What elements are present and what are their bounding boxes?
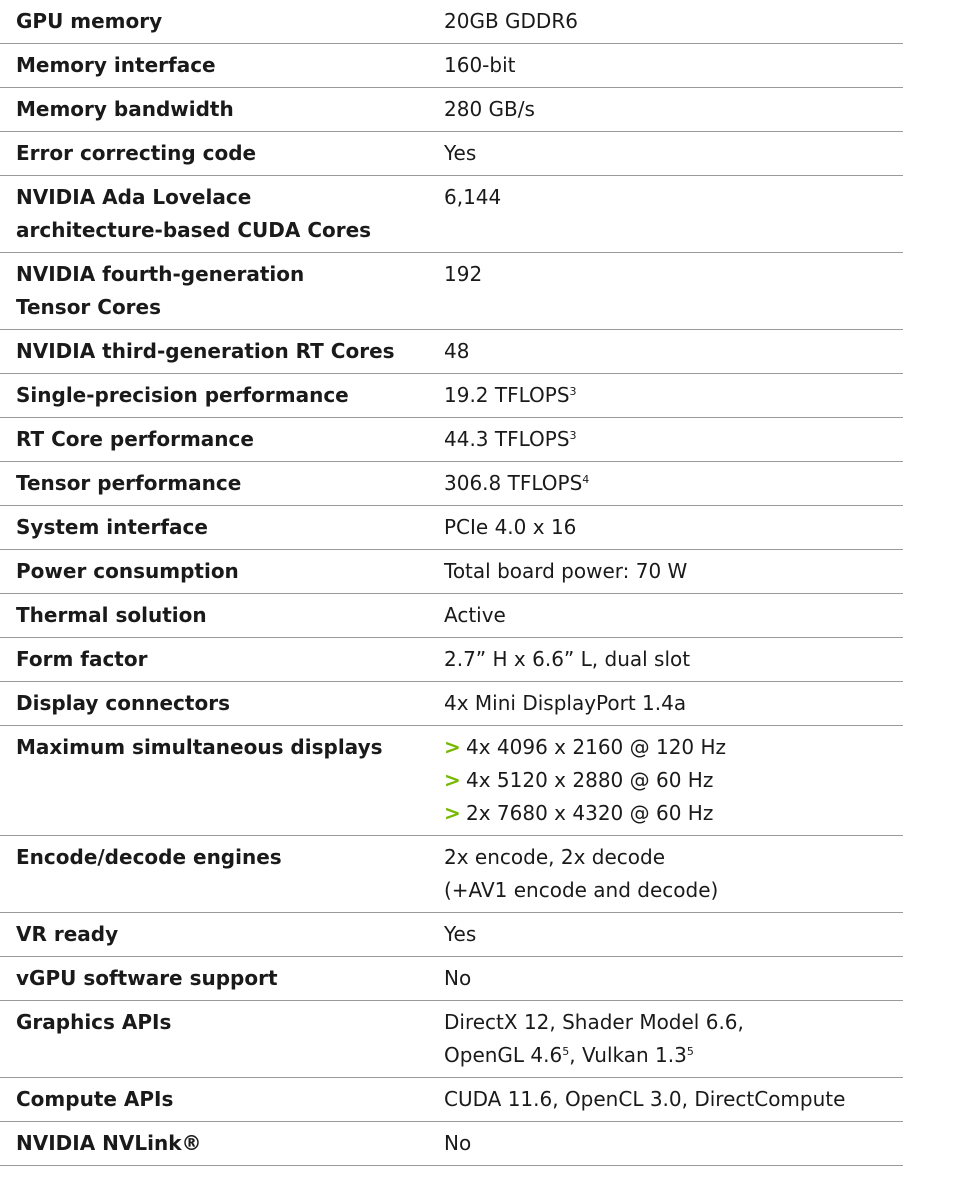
spec-value-text: Yes [444, 922, 477, 946]
spec-value [428, 913, 903, 956]
spec-row [0, 44, 903, 88]
spec-row [0, 638, 903, 682]
spec-value-text: 48 [444, 339, 470, 363]
spec-label-line: System interface [16, 515, 208, 539]
spec-value [428, 374, 903, 417]
spec-label [0, 88, 428, 131]
spec-value [428, 0, 903, 43]
footnote-ref: 5 [562, 1045, 570, 1058]
spec-value-text: Active [444, 603, 506, 627]
spec-value-line [444, 5, 903, 38]
spec-label [0, 913, 428, 956]
spec-label-line: NVIDIA Ada Lovelace [16, 185, 252, 209]
spec-value-text: No [444, 966, 472, 990]
spec-value-text: 2.7” H x 6.6” L, dual slot [444, 647, 691, 671]
spec-bullet-item [444, 797, 903, 830]
spec-label-line: Tensor Cores [16, 295, 162, 319]
spec-label [0, 44, 428, 87]
spec-label-line: Encode/decode engines [16, 845, 282, 869]
spec-value-text: 4x Mini DisplayPort 1.4a [444, 691, 687, 715]
spec-label-line: Thermal solution [16, 603, 207, 627]
spec-value-line [444, 841, 903, 874]
spec-label-line: Memory interface [16, 53, 216, 77]
spec-label [0, 594, 428, 637]
spec-value-text: Total board power: 70 W [444, 559, 688, 583]
spec-label [0, 726, 428, 835]
spec-value-text: No [444, 1131, 472, 1155]
spec-value-line [444, 335, 903, 368]
spec-value [428, 726, 903, 835]
spec-value-line [444, 467, 903, 500]
spec-value-line [444, 1083, 903, 1116]
spec-value-line [444, 423, 903, 456]
spec-label-line: NVIDIA fourth-generation [16, 262, 305, 286]
spec-label [0, 506, 428, 549]
spec-row [0, 506, 903, 550]
spec-bullet-text: 4x 5120 x 2880 @ 60 Hz [466, 768, 714, 792]
spec-row [0, 836, 903, 913]
spec-row [0, 132, 903, 176]
spec-label-line: Form factor [16, 647, 148, 671]
spec-row [0, 0, 903, 44]
spec-value [428, 176, 903, 252]
spec-row [0, 726, 903, 836]
spec-bullet-item [444, 731, 903, 764]
spec-label-line: vGPU software support [16, 966, 278, 990]
chevron-right-icon: > [444, 801, 461, 825]
spec-value-text: 160-bit [444, 53, 516, 77]
spec-value-text: , Vulkan 1.3 [569, 1043, 687, 1067]
spec-value-text: OpenGL 4.6 [444, 1043, 563, 1067]
spec-value-text: 20GB GDDR6 [444, 9, 578, 33]
spec-value [428, 88, 903, 131]
spec-row [0, 957, 903, 1001]
spec-value-text: PCIe 4.0 x 16 [444, 515, 577, 539]
spec-row [0, 330, 903, 374]
spec-label [0, 836, 428, 912]
spec-label-line: NVIDIA NVLink® [16, 1131, 202, 1155]
spec-label [0, 330, 428, 373]
spec-label-line: VR ready [16, 922, 119, 946]
spec-value-line [444, 874, 903, 907]
spec-label [0, 1001, 428, 1077]
spec-value [428, 957, 903, 1000]
spec-bullet-text: 2x 7680 x 4320 @ 60 Hz [466, 801, 714, 825]
spec-value-text: (+AV1 encode and decode) [444, 878, 719, 902]
spec-value-line [444, 918, 903, 951]
spec-value [428, 506, 903, 549]
spec-value [428, 330, 903, 373]
spec-row [0, 1078, 903, 1122]
spec-label-line: GPU memory [16, 9, 163, 33]
spec-value-text: CUDA 11.6, OpenCL 3.0, DirectCompute [444, 1087, 846, 1111]
spec-value [428, 682, 903, 725]
spec-value-text: 280 GB/s [444, 97, 535, 121]
spec-value [428, 836, 903, 912]
spec-label [0, 462, 428, 505]
footnote-ref: 3 [569, 385, 577, 398]
chevron-right-icon: > [444, 735, 461, 759]
spec-row [0, 176, 903, 253]
spec-label-line: Power consumption [16, 559, 239, 583]
spec-value-text: Yes [444, 141, 477, 165]
spec-value-line [444, 137, 903, 170]
spec-value-line [444, 687, 903, 720]
footnote-ref: 4 [582, 473, 590, 486]
spec-value [428, 1122, 903, 1165]
spec-value-text: 6,144 [444, 185, 502, 209]
spec-label [0, 1078, 428, 1121]
spec-label [0, 638, 428, 681]
spec-label [0, 682, 428, 725]
spec-value-text: DirectX 12, Shader Model 6.6, [444, 1010, 744, 1034]
spec-bullet-item [444, 764, 903, 797]
spec-value-line [444, 258, 903, 291]
spec-label [0, 374, 428, 417]
spec-value [428, 132, 903, 175]
spec-label-line: Single-precision performance [16, 383, 349, 407]
spec-value-line [444, 1039, 903, 1072]
spec-label-line: Tensor performance [16, 471, 242, 495]
spec-value [428, 550, 903, 593]
spec-value-text: 192 [444, 262, 483, 286]
spec-value [428, 418, 903, 461]
spec-value-line [444, 643, 903, 676]
spec-row [0, 374, 903, 418]
spec-value [428, 638, 903, 681]
spec-label-line: Graphics APIs [16, 1010, 172, 1034]
spec-label-line: Error correcting code [16, 141, 257, 165]
spec-label [0, 132, 428, 175]
spec-row [0, 1122, 903, 1166]
spec-value-line [444, 1127, 903, 1160]
chevron-right-icon: > [444, 768, 461, 792]
spec-value-line [444, 379, 903, 412]
spec-label-line: architecture-based CUDA Cores [16, 218, 372, 242]
spec-row [0, 594, 903, 638]
footnote-ref: 3 [569, 429, 577, 442]
spec-label-line: NVIDIA third-generation RT Cores [16, 339, 395, 363]
spec-bullet-text: 4x 4096 x 2160 @ 120 Hz [466, 735, 727, 759]
spec-value [428, 44, 903, 87]
spec-label [0, 957, 428, 1000]
spec-row [0, 253, 903, 330]
spec-value-line [444, 511, 903, 544]
spec-label [0, 0, 428, 43]
spec-value-line [444, 555, 903, 588]
spec-value-line [444, 181, 903, 214]
spec-value [428, 462, 903, 505]
spec-label [0, 176, 428, 252]
spec-value-text: 306.8 TFLOPS [444, 471, 583, 495]
spec-value-line [444, 1006, 903, 1039]
spec-value-line [444, 599, 903, 632]
spec-label-line: Display connectors [16, 691, 230, 715]
spec-value [428, 1078, 903, 1121]
spec-value-line [444, 93, 903, 126]
spec-label-line: RT Core performance [16, 427, 254, 451]
spec-row [0, 462, 903, 506]
spec-value [428, 594, 903, 637]
spec-value [428, 253, 903, 329]
spec-value-text: 19.2 TFLOPS [444, 383, 570, 407]
spec-row [0, 913, 903, 957]
spec-value [428, 1001, 903, 1077]
spec-label-line: Maximum simultaneous displays [16, 735, 383, 759]
spec-label [0, 253, 428, 329]
spec-value-line [444, 49, 903, 82]
spec-label [0, 1122, 428, 1165]
spec-row [0, 418, 903, 462]
spec-label-line: Compute APIs [16, 1087, 174, 1111]
spec-value-text: 2x encode, 2x decode [444, 845, 665, 869]
spec-label [0, 418, 428, 461]
spec-value-line [444, 962, 903, 995]
spec-row [0, 682, 903, 726]
spec-row [0, 88, 903, 132]
spec-value-text: 44.3 TFLOPS [444, 427, 570, 451]
spec-label-line: Memory bandwidth [16, 97, 234, 121]
spec-label [0, 550, 428, 593]
footnote-ref: 5 [686, 1045, 694, 1058]
spec-row [0, 1001, 903, 1078]
spec-row [0, 550, 903, 594]
